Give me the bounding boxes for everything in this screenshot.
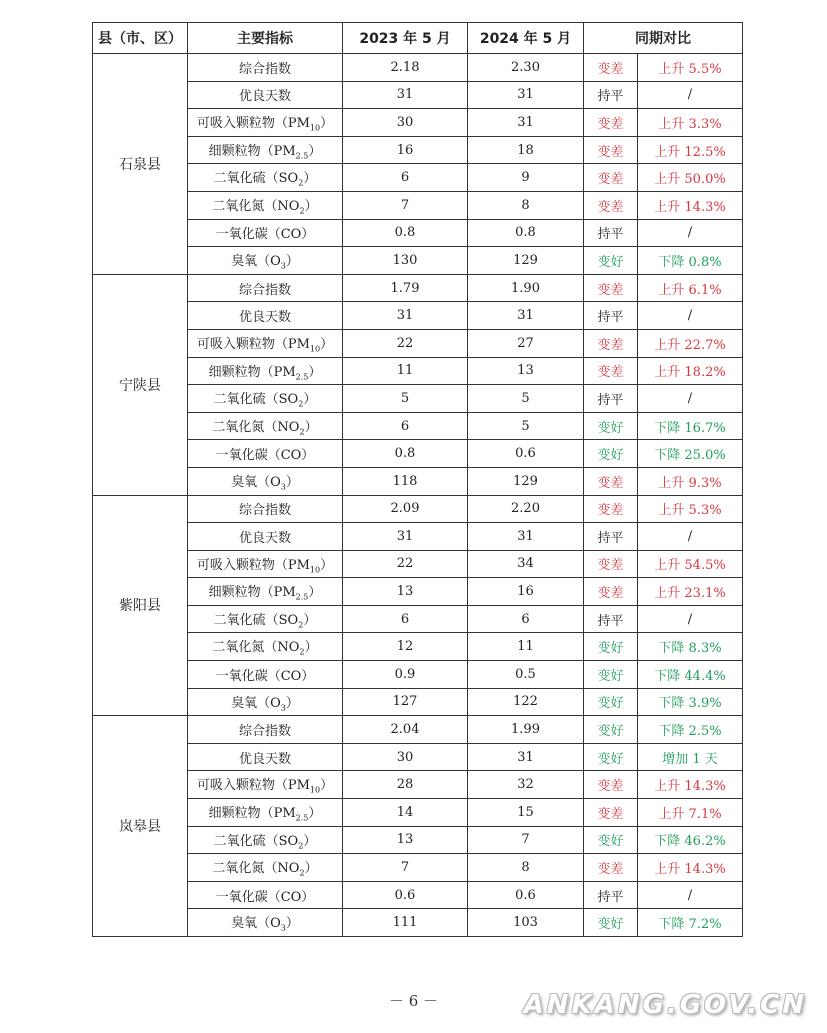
value-2023: 22: [343, 329, 468, 357]
status-cell: 持平: [584, 523, 638, 551]
indicator-cell: [188, 54, 343, 82]
indicator-label: 综合指数: [238, 503, 291, 519]
table-row: [93, 605, 743, 633]
indicator-label: 二氧化硫（SO: [213, 392, 299, 408]
indicator-suffix: ）: [308, 143, 322, 159]
status-cell: 变差: [584, 136, 638, 164]
indicator-subscript: 10: [309, 565, 321, 575]
change-cell: 上升 14.3%: [638, 191, 743, 219]
value-2023: 7: [343, 854, 468, 882]
table-row: [93, 550, 743, 578]
indicator-label: 综合指数: [238, 61, 291, 77]
status-cell: 变差: [584, 274, 638, 302]
indicator-label: 可吸入颗粒物（PM: [196, 778, 310, 794]
indicator-cell: [188, 164, 343, 192]
indicator-cell: [188, 743, 343, 771]
indicator-cell: [188, 826, 343, 854]
change-cell: 下降 8.3%: [638, 633, 743, 661]
page-number: － 6 －: [388, 992, 439, 1010]
value-2024: 31: [468, 109, 584, 137]
indicator-suffix: ）: [285, 695, 299, 711]
value-2023: 16: [343, 136, 468, 164]
indicator-label: 优良天数: [238, 310, 291, 326]
indicator-label: 二氧化硫（SO: [213, 612, 299, 628]
value-2024: 7: [468, 826, 584, 854]
value-2023: 2.18: [343, 54, 468, 82]
indicator-label: 二氧化氮（NO: [212, 861, 300, 877]
indicator-suffix: ）: [303, 392, 317, 408]
header-2023: 2023 年 5 月: [343, 23, 468, 54]
indicator-suffix: ）: [308, 364, 322, 380]
indicator-cell: [188, 440, 343, 468]
indicator-cell: [188, 219, 343, 247]
indicator-label: 可吸入颗粒物（PM: [196, 336, 310, 352]
indicator-cell: [188, 247, 343, 275]
indicator-label: 一氧化碳（CO）: [215, 227, 315, 243]
indicator-label: 综合指数: [238, 724, 291, 740]
table-row: [93, 357, 743, 385]
status-cell: 变差: [584, 329, 638, 357]
value-2024: 31: [468, 302, 584, 330]
value-2023: 2.09: [343, 495, 468, 523]
value-2023: 11: [343, 357, 468, 385]
status-cell: 变好: [584, 661, 638, 689]
value-2023: 2.04: [343, 716, 468, 744]
value-2024: 103: [468, 909, 584, 937]
table-body: [93, 54, 743, 937]
indicator-cell: [188, 191, 343, 219]
change-cell: 下降 44.4%: [638, 661, 743, 689]
table-row: [93, 136, 743, 164]
indicator-label: 可吸入颗粒物（PM: [196, 557, 310, 573]
change-cell: 下降 46.2%: [638, 826, 743, 854]
indicator-cell: [188, 523, 343, 551]
indicator-cell: [188, 109, 343, 137]
indicator-subscript: 10: [309, 344, 321, 354]
change-cell: 下降 0.8%: [638, 247, 743, 275]
table-row: [93, 109, 743, 137]
status-cell: 持平: [584, 881, 638, 909]
indicator-suffix: ）: [285, 474, 299, 490]
indicator-subscript: 2.5: [295, 592, 309, 602]
air-quality-table: [92, 22, 743, 937]
status-cell: 变好: [584, 633, 638, 661]
status-cell: 变差: [584, 854, 638, 882]
county-name: 岚皋县: [93, 716, 188, 937]
change-cell: 上升 7.1%: [638, 799, 743, 827]
indicator-label: 二氧化硫（SO: [213, 833, 299, 849]
value-2024: 27: [468, 329, 584, 357]
value-2024: 11: [468, 633, 584, 661]
value-2024: 0.8: [468, 219, 584, 247]
indicator-subscript: 2: [299, 648, 305, 658]
indicator-cell: [188, 854, 343, 882]
value-2023: 118: [343, 467, 468, 495]
indicator-suffix: ）: [320, 557, 334, 573]
change-cell: 下降 7.2%: [638, 909, 743, 937]
value-2023: 0.9: [343, 661, 468, 689]
indicator-suffix: ）: [320, 778, 334, 794]
value-2023: 0.8: [343, 440, 468, 468]
value-2024: 8: [468, 854, 584, 882]
change-cell: 上升 23.1%: [638, 578, 743, 606]
indicator-subscript: 2: [298, 178, 304, 188]
change-cell: 下降 3.9%: [638, 688, 743, 716]
indicator-suffix: ）: [304, 861, 318, 877]
value-2023: 14: [343, 799, 468, 827]
status-cell: 变好: [584, 440, 638, 468]
table-row: [93, 909, 743, 937]
indicator-label: 臭氧（O: [231, 474, 281, 490]
table-row: [93, 495, 743, 523]
indicator-cell: [188, 716, 343, 744]
indicator-cell: [188, 467, 343, 495]
value-2024: 2.20: [468, 495, 584, 523]
indicator-suffix: ）: [303, 612, 317, 628]
status-cell: 持平: [584, 302, 638, 330]
table-row: [93, 274, 743, 302]
table-row: [93, 440, 743, 468]
change-cell: 上升 14.3%: [638, 771, 743, 799]
indicator-subscript: 2: [299, 868, 305, 878]
indicator-label: 一氧化碳（CO）: [215, 448, 315, 464]
change-cell: 增加 1 天: [638, 743, 743, 771]
value-2024: 0.6: [468, 881, 584, 909]
table-row: [93, 247, 743, 275]
change-cell: 上升 18.2%: [638, 357, 743, 385]
indicator-suffix: ）: [285, 916, 299, 932]
header-comparison: 同期对比: [584, 23, 743, 54]
county-name: 宁陕县: [93, 274, 188, 495]
status-cell: 变好: [584, 688, 638, 716]
status-cell: 变差: [584, 578, 638, 606]
table-row: [93, 164, 743, 192]
indicator-subscript: 2.5: [295, 372, 309, 382]
value-2023: 31: [343, 523, 468, 551]
change-cell: /: [638, 523, 743, 551]
status-cell: 变差: [584, 109, 638, 137]
value-2023: 28: [343, 771, 468, 799]
value-2024: 8: [468, 191, 584, 219]
change-cell: 上升 14.3%: [638, 854, 743, 882]
change-cell: 上升 5.3%: [638, 495, 743, 523]
value-2023: 130: [343, 247, 468, 275]
indicator-cell: [188, 357, 343, 385]
value-2023: 13: [343, 578, 468, 606]
table-row: [93, 578, 743, 606]
value-2024: 129: [468, 247, 584, 275]
value-2024: 9: [468, 164, 584, 192]
table-row: [93, 81, 743, 109]
table-row: [93, 302, 743, 330]
table-row: [93, 219, 743, 247]
value-2023: 12: [343, 633, 468, 661]
indicator-cell: [188, 302, 343, 330]
table-row: [93, 771, 743, 799]
indicator-suffix: ）: [320, 336, 334, 352]
table-row: [93, 661, 743, 689]
status-cell: 持平: [584, 81, 638, 109]
table-row: [93, 385, 743, 413]
indicator-label: 细颗粒物（PM: [208, 585, 296, 601]
change-cell: 上升 9.3%: [638, 467, 743, 495]
value-2023: 6: [343, 412, 468, 440]
indicator-label: 优良天数: [238, 530, 291, 546]
indicator-label: 臭氧（O: [231, 695, 281, 711]
change-cell: 上升 6.1%: [638, 274, 743, 302]
value-2024: 31: [468, 743, 584, 771]
indicator-label: 臭氧（O: [231, 916, 281, 932]
status-cell: 变好: [584, 909, 638, 937]
status-cell: 变差: [584, 550, 638, 578]
indicator-subscript: 10: [309, 786, 321, 796]
value-2023: 31: [343, 81, 468, 109]
indicator-subscript: 3: [280, 924, 286, 933]
indicator-cell: [188, 605, 343, 633]
status-cell: 变差: [584, 164, 638, 192]
table-row: [93, 881, 743, 909]
status-cell: 变差: [584, 771, 638, 799]
value-2023: 127: [343, 688, 468, 716]
value-2023: 6: [343, 164, 468, 192]
indicator-cell: [188, 136, 343, 164]
indicator-subscript: 2.5: [295, 813, 309, 823]
indicator-suffix: ）: [304, 640, 318, 656]
indicator-suffix: ）: [304, 198, 318, 214]
value-2023: 31: [343, 302, 468, 330]
value-2024: 31: [468, 81, 584, 109]
value-2023: 0.6: [343, 881, 468, 909]
table-row: [93, 826, 743, 854]
value-2023: 13: [343, 826, 468, 854]
indicator-subscript: 2.5: [295, 151, 309, 161]
indicator-cell: [188, 661, 343, 689]
table-row: [93, 54, 743, 82]
change-cell: /: [638, 385, 743, 413]
status-cell: 变好: [584, 826, 638, 854]
value-2024: 122: [468, 688, 584, 716]
status-cell: 变好: [584, 743, 638, 771]
indicator-cell: [188, 550, 343, 578]
table-row: [93, 743, 743, 771]
value-2024: 5: [468, 412, 584, 440]
indicator-cell: [188, 412, 343, 440]
county-name: 紫阳县: [93, 495, 188, 716]
indicator-label: 一氧化碳（CO）: [215, 889, 315, 905]
table-row: [93, 799, 743, 827]
indicator-cell: [188, 274, 343, 302]
indicator-subscript: 3: [280, 703, 286, 713]
value-2023: 5: [343, 385, 468, 413]
indicator-suffix: ）: [308, 585, 322, 601]
change-cell: /: [638, 81, 743, 109]
value-2024: 16: [468, 578, 584, 606]
change-cell: 下降 16.7%: [638, 412, 743, 440]
indicator-label: 细颗粒物（PM: [208, 364, 296, 380]
table-row: [93, 633, 743, 661]
table-row: [93, 191, 743, 219]
indicator-subscript: 2: [298, 841, 304, 851]
indicator-cell: [188, 633, 343, 661]
value-2023: 30: [343, 109, 468, 137]
value-2024: 6: [468, 605, 584, 633]
value-2024: 0.5: [468, 661, 584, 689]
value-2023: 111: [343, 909, 468, 937]
status-cell: 变差: [584, 191, 638, 219]
table-row: [93, 412, 743, 440]
indicator-label: 臭氧（O: [231, 254, 281, 270]
status-cell: 变差: [584, 495, 638, 523]
status-cell: 持平: [584, 605, 638, 633]
status-cell: 持平: [584, 385, 638, 413]
status-cell: 变好: [584, 716, 638, 744]
change-cell: 上升 50.0%: [638, 164, 743, 192]
table-row: [93, 716, 743, 744]
change-cell: 下降 25.0%: [638, 440, 743, 468]
value-2024: 2.30: [468, 54, 584, 82]
indicator-label: 二氧化氮（NO: [212, 419, 300, 435]
indicator-subscript: 2: [299, 206, 305, 216]
indicator-cell: [188, 799, 343, 827]
change-cell: /: [638, 605, 743, 633]
value-2024: 5: [468, 385, 584, 413]
value-2023: 30: [343, 743, 468, 771]
change-cell: /: [638, 881, 743, 909]
status-cell: 变差: [584, 799, 638, 827]
change-cell: 上升 3.3%: [638, 109, 743, 137]
indicator-subscript: 2: [298, 620, 304, 630]
header-indicator: 主要指标: [188, 23, 343, 54]
indicator-cell: [188, 909, 343, 937]
indicator-label: 一氧化碳（CO）: [215, 668, 315, 684]
indicator-cell: [188, 495, 343, 523]
indicator-label: 二氧化硫（SO: [213, 171, 299, 187]
value-2024: 32: [468, 771, 584, 799]
value-2023: 6: [343, 605, 468, 633]
status-cell: 变差: [584, 54, 638, 82]
status-cell: 变好: [584, 412, 638, 440]
indicator-cell: [188, 329, 343, 357]
indicator-subscript: 2: [299, 427, 305, 437]
change-cell: /: [638, 302, 743, 330]
indicator-subscript: 10: [309, 123, 321, 133]
value-2024: 13: [468, 357, 584, 385]
value-2024: 1.99: [468, 716, 584, 744]
indicator-subscript: 3: [280, 482, 286, 492]
indicator-suffix: ）: [303, 833, 317, 849]
indicator-suffix: ）: [285, 254, 299, 270]
table-row: [93, 467, 743, 495]
indicator-cell: [188, 881, 343, 909]
county-name: 石泉县: [93, 54, 188, 275]
site-watermark: ANKANG.GOV.CN: [523, 990, 807, 1020]
value-2024: 0.6: [468, 440, 584, 468]
table-row: [93, 523, 743, 551]
indicator-subscript: 3: [280, 261, 286, 271]
header-county: 县（市、区）: [93, 23, 188, 54]
value-2023: 22: [343, 550, 468, 578]
indicator-suffix: ）: [308, 806, 322, 822]
indicator-cell: [188, 771, 343, 799]
value-2023: 0.8: [343, 219, 468, 247]
status-cell: 持平: [584, 219, 638, 247]
value-2023: 1.79: [343, 274, 468, 302]
value-2023: 7: [343, 191, 468, 219]
table-row: [93, 854, 743, 882]
change-cell: 下降 2.5%: [638, 716, 743, 744]
indicator-label: 细颗粒物（PM: [208, 806, 296, 822]
header-2024: 2024 年 5 月: [468, 23, 584, 54]
indicator-label: 可吸入颗粒物（PM: [196, 116, 310, 132]
indicator-label: 细颗粒物（PM: [208, 143, 296, 159]
value-2024: 34: [468, 550, 584, 578]
indicator-cell: [188, 385, 343, 413]
value-2024: 31: [468, 523, 584, 551]
status-cell: 变差: [584, 357, 638, 385]
status-cell: 变差: [584, 467, 638, 495]
value-2024: 15: [468, 799, 584, 827]
indicator-cell: [188, 578, 343, 606]
table-header-row: [93, 23, 743, 54]
indicator-cell: [188, 81, 343, 109]
table-row: [93, 329, 743, 357]
change-cell: 上升 54.5%: [638, 550, 743, 578]
indicator-label: 二氧化氮（NO: [212, 198, 300, 214]
change-cell: /: [638, 219, 743, 247]
value-2024: 18: [468, 136, 584, 164]
change-cell: 上升 12.5%: [638, 136, 743, 164]
table-row: [93, 688, 743, 716]
indicator-subscript: 2: [298, 399, 304, 409]
indicator-suffix: ）: [303, 171, 317, 187]
status-cell: 变好: [584, 247, 638, 275]
value-2024: 1.90: [468, 274, 584, 302]
value-2024: 129: [468, 467, 584, 495]
indicator-suffix: ）: [304, 419, 318, 435]
indicator-label: 综合指数: [238, 282, 291, 298]
indicator-label: 优良天数: [238, 89, 291, 105]
indicator-suffix: ）: [320, 116, 334, 132]
indicator-label: 二氧化氮（NO: [212, 640, 300, 656]
indicator-cell: [188, 688, 343, 716]
change-cell: 上升 5.5%: [638, 54, 743, 82]
change-cell: 上升 22.7%: [638, 329, 743, 357]
indicator-label: 优良天数: [238, 751, 291, 767]
